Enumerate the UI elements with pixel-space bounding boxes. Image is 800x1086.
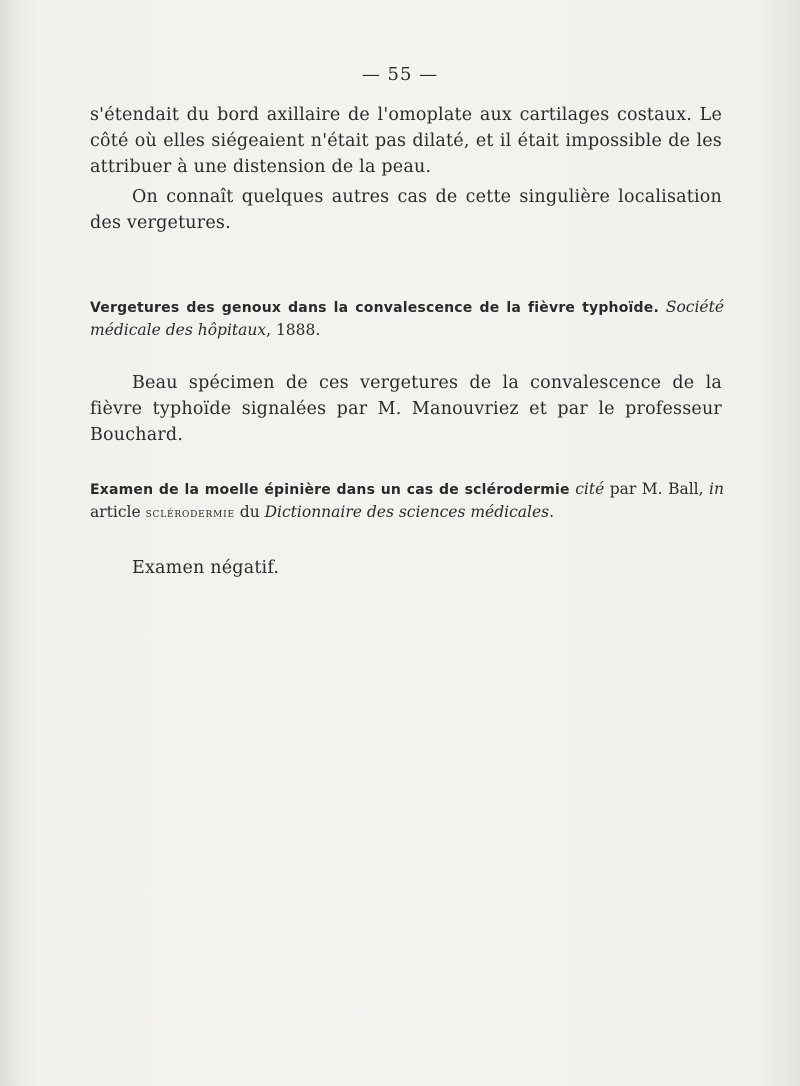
page-number: — 55 —	[361, 64, 439, 85]
heading-year: , 1888.	[266, 321, 321, 339]
paragraph-continuation: s'étendait du bord axillaire de l'omoplate aux cartilages costaux. Le côté où elles siégeaient n'était pas dilaté, et il était impossible de les attribuer à une distension de la peau.	[90, 105, 722, 177]
section-heading-genoux	[90, 296, 724, 341]
paragraph-localisation: On connaît quelques autres cas de cette singulière localisation des vergetures.	[90, 187, 722, 233]
heading-text: article	[90, 503, 146, 521]
heading-source: Société médicale des hôpitaux	[90, 298, 724, 339]
heading-dictionary: Dictionnaire des sciences médicales	[264, 503, 550, 521]
heading-article-name: sclérodermie	[145, 506, 235, 521]
heading-title: Examen de la moelle épinière dans un cas de sclérodermie	[90, 482, 570, 498]
heading-title: Vergetures des genoux dans la convalescence de la fièvre typhoïde.	[90, 300, 659, 316]
heading-text: du	[234, 503, 265, 521]
heading-cite: cité	[575, 480, 605, 498]
heading-text: .	[549, 503, 555, 521]
section-heading-moelle	[90, 478, 724, 525]
paragraph-examen: Examen négatif.	[132, 558, 280, 578]
heading-in: in	[709, 480, 724, 498]
heading-text: par M. Ball,	[604, 480, 710, 498]
paragraph-specimen: Beau spécimen de ces vergetures de la convalescence de la fièvre typhoïde signalées par M. Manouvriez et par le professeur Bouchard.	[90, 373, 722, 445]
